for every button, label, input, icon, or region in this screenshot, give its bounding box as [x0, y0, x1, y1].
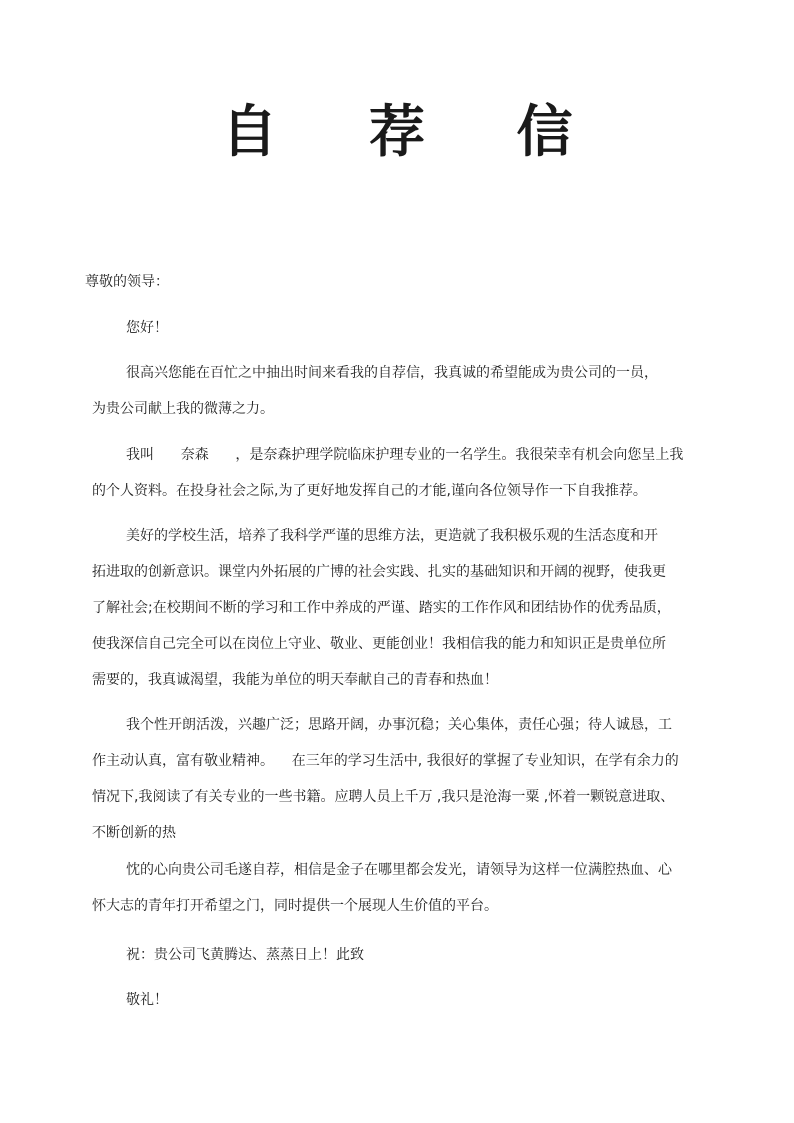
paragraph-line: 使我深信自己完全可以在岗位上守业、敬业、更能创业！我相信我的能力和知识正是贵单位所	[92, 636, 666, 652]
salutation: 尊敬的领导：	[85, 274, 169, 290]
greeting-text: 您好！	[126, 320, 168, 336]
paragraph-closing	[92, 852, 704, 924]
wish-text: 祝：贵公司飞黄腾达、蒸蒸日上！此致	[126, 947, 364, 963]
regards	[92, 982, 704, 1018]
paragraph-line: 作主动认真，富有敬业精神。 在三年的学习生活中, 我很好的掌握了专业知识，在学有余力的	[92, 753, 679, 769]
paragraph-line: 怀大志的青年打开希望之门，同时提供一个展现人生价值的平台。	[92, 898, 498, 914]
regards-text: 敬礼！	[126, 992, 168, 1008]
paragraph-line: 我叫 奈森 ，是奈森护理学院临床护理专业的一名学生。我很荣幸有机会向您呈上我	[126, 447, 684, 463]
greeting	[92, 310, 704, 346]
paragraph-line: 我个性开朗活泼，兴趣广泛；思路开阔，办事沉稳；关心集体，责任心强；待人诚恳，工	[126, 717, 672, 733]
paragraph-line: 不断创新的热	[92, 825, 176, 841]
paragraph-line: 美好的学校生活，培养了我科学严谨的思维方法，更造就了我积极乐观的生活态度和开	[126, 528, 658, 544]
paragraph-line: 需要的，我真诚渴望，我能为单位的明天奉献自己的青春和热血！	[92, 672, 498, 688]
paragraph-line: 情况下,我阅读了有关专业的一些书籍。应聘人员上千万 ,我只是沧海一粟 ,怀着一颗锐意进取、	[92, 789, 675, 805]
paragraph-line: 了解社会;在校期间不断的学习和工作中养成的严谨、踏实的工作作风和团结协作的优秀品质，	[92, 600, 671, 616]
paragraph-line: 拓进取的创新意识。课堂内外拓展的广博的社会实践、扎实的基础知识和开阔的视野，使我更	[92, 564, 666, 580]
paragraph-line: 的个人资料。在投身社会之际,为了更好地发挥自己的才能,谨向各位领导作一下自我推荐。	[92, 483, 647, 499]
paragraph-self-introduction	[92, 437, 704, 509]
paragraph-intro	[92, 355, 704, 427]
document-title: 自 荐 信	[221, 100, 609, 165]
paragraph-personality	[92, 707, 704, 851]
paragraph-line: 为贵公司献上我的微薄之力。	[92, 401, 274, 417]
wish	[92, 937, 704, 973]
paragraph-school-life	[92, 518, 704, 698]
paragraph-line: 忱的心向贵公司毛遂自荐，相信是金子在哪里都会发光，请领导为这样一位满腔热血、心	[126, 862, 672, 878]
paragraph-line: 很高兴您能在百忙之中抽出时间来看我的自荐信，我真诚的希望能成为贵公司的一员，	[126, 365, 658, 381]
